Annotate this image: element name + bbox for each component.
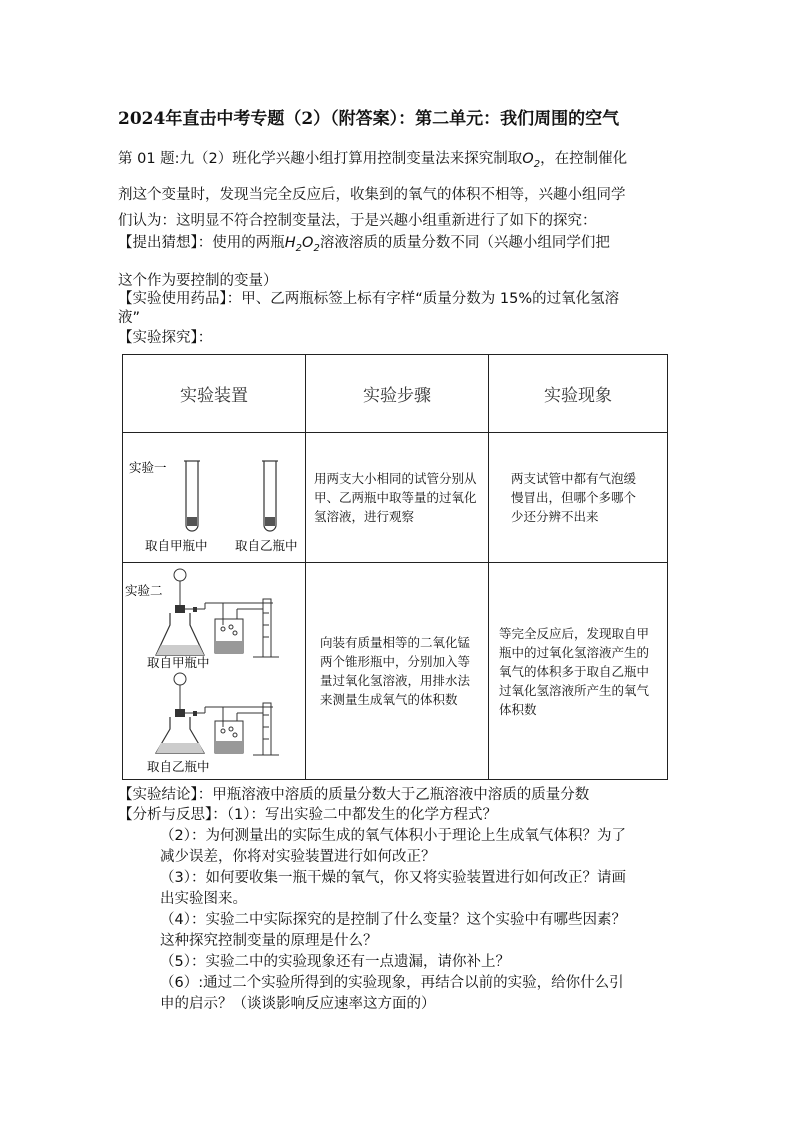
header-steps: 实验步骤 [306, 355, 489, 433]
page-title: 2024年直击中考专题（2）（附答案）：第二单元：我们周围的空气 [118, 109, 620, 129]
experiment-2-label: 实验二 [125, 583, 163, 598]
experiment-1-label: 实验一 [129, 460, 167, 475]
intro-line-1: 第 01 题:九（2）班化学兴趣小组打算用控制变量法来探究制取$O_2$，在控制催化 [118, 151, 628, 170]
steps-text-1: 用两支大小相同的试管分别从甲、乙两瓶中取等量的过氧化氢溶液，进行观察 [314, 471, 477, 524]
analysis-q3-line1: （3）：如何要收集一瓶干燥的氧气，你又将实验装置进行如何改正？请画 [160, 870, 626, 886]
header-phenomenon: 实验现象 [489, 355, 668, 433]
table-row-experiment-2 [123, 563, 668, 780]
hypothesis-line-2: 这个作为要控制的变量） [118, 272, 278, 289]
hypothesis-line-1: 【提出猜想】：使用的两瓶$H_2O_2$溶液溶质的质量分数不同（兴趣小组同学们把 [118, 235, 610, 254]
test-tube-left [184, 461, 200, 531]
analysis-q1: 【分析与反思】：（1）：写出实验二中都发生的化学方程式？ [118, 807, 497, 823]
table-row-experiment-1 [123, 433, 668, 563]
analysis-q6-line2: 申的启示？（谈谈影响反应速率这方面的） [160, 996, 436, 1012]
test-tubes-diagram [123, 433, 305, 558]
flask-bottom-label: 取自乙瓶中 [147, 759, 210, 774]
conclusion: 【实验结论】：甲瓶溶液中溶质的质量分数大于乙瓶溶液中溶质的质量分数 [118, 787, 590, 803]
hypothesis-paragraph [118, 230, 678, 294]
tube-right-label: 取自乙瓶中 [235, 538, 298, 553]
steps-cell-1 [306, 433, 489, 563]
analysis-q2-line2: 减少误差，你将对实验装置进行如何改正？ [160, 849, 436, 865]
phenomenon-text-1: 两支试管中都有气泡缓慢冒出，但哪个多哪个少还分辨不出来 [511, 471, 637, 524]
steps-text-2: 向装有质量相等的二氧化锰两个锥形瓶中，分别加入等量过氧化氢溶液，用排水法来测量生成氧气的体积数 [320, 635, 471, 707]
analysis-q3-line2: 出实验图来。 [160, 891, 247, 907]
intro-line-3: 们认为：这明显不符合控制变量法，于是兴趣小组重新进行了如下的探究： [118, 212, 597, 229]
apparatus-cell-1 [123, 433, 306, 563]
apparatus-bottom [156, 673, 279, 755]
analysis-q2-line1: （2）：为何测量出的实际生成的氧气体积小于理论上生成氧气体积？为了 [160, 828, 626, 844]
intro-line-2: 剂这个变量时，发现当完全反应后，收集到的氧气的体积不相等，兴趣小组同学 [118, 186, 626, 203]
test-tube-right [262, 461, 278, 531]
header-apparatus: 实验装置 [123, 355, 306, 433]
reagents-line-2: 液” [118, 310, 141, 326]
phenomenon-text-2: 等完全反应后，发现取自甲瓶中的过氧化氢溶液产生的氧气的体积多于取自乙瓶中过氧化氢溶液所产生的氧气体积数 [499, 625, 650, 717]
analysis-q6-line1: （6）:通过二个实验所得到的实验现象，再结合以前的实验，给你什么引 [160, 975, 624, 991]
explore-label: 【实验探究】： [118, 330, 213, 346]
reagents-line-1: 【实验使用药品】：甲、乙两瓶标签上标有字样“质量分数为 15%的过氧化氢溶 [118, 291, 620, 307]
intro-paragraph [118, 146, 678, 234]
experiment-table [122, 354, 668, 780]
flask-apparatus-diagram [123, 563, 305, 775]
apparatus-top [156, 569, 279, 657]
analysis-q4-line1: （4）：实验二中实际探究的是控制了什么变量？这个实验中有哪些因素？ [160, 912, 626, 928]
steps-cell-2 [306, 563, 489, 780]
phenomenon-cell-1 [489, 433, 668, 563]
table-header-row [123, 355, 668, 433]
apparatus-cell-2 [123, 563, 306, 780]
flask-top-label: 取自甲瓶中 [147, 655, 210, 670]
analysis-q4-line2: 这种探究控制变量的原理是什么？ [160, 933, 378, 949]
analysis-q5: （5）：实验二中的实验现象还有一点遗漏，请你补上？ [160, 954, 510, 970]
phenomenon-cell-2 [489, 563, 668, 780]
tube-left-label: 取自甲瓶中 [145, 538, 208, 553]
